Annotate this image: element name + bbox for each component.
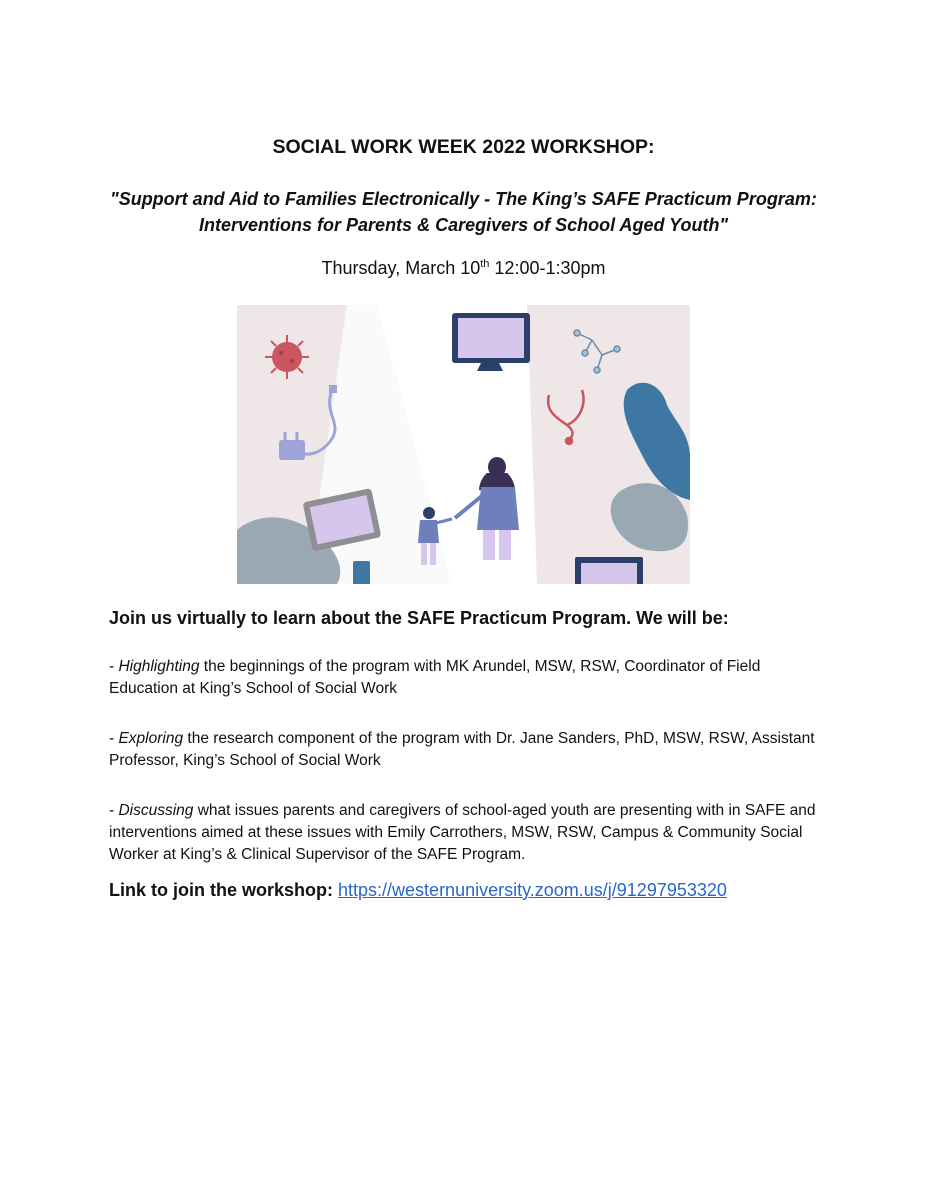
- laptop-icon: [575, 557, 643, 584]
- agenda-text: the beginnings of the program with MK Arundel, MSW, RSW, Coordinator of Field Education at King’s School of Social Work: [109, 658, 761, 697]
- event-datetime: [0, 258, 927, 279]
- agenda-text: what issues parents and caregivers of school-aged youth are presenting with in SAFE and interventions aimed at these issues with Emily Carrothers, MSW, RSW, Campus & Community Social Worker at King’s & Clinical Supervisor of the SAFE Program.: [109, 802, 816, 863]
- agenda-verb: Exploring: [118, 730, 184, 747]
- agenda-verb: Highlighting: [118, 658, 200, 675]
- zoom-link[interactable]: https://westernuniversity.zoom.us/j/91297953320: [338, 880, 727, 900]
- virus-icon: [265, 335, 309, 379]
- illustration-parent-child-devices: [237, 305, 690, 584]
- event-time: 12:00-1:30pm: [489, 258, 606, 278]
- monitor-icon: [452, 313, 530, 371]
- phone-icon: [353, 561, 370, 584]
- agenda-list: [109, 656, 829, 894]
- bullet-prefix: -: [109, 802, 119, 819]
- date-ordinal-suffix: th: [480, 258, 490, 270]
- page-title: SOCIAL WORK WEEK 2022 WORKSHOP:: [272, 136, 655, 158]
- agenda-text: the research component of the program with Dr. Jane Sanders, PhD, MSW, RSW, Assistant Professor, King’s School of Social Work: [109, 730, 815, 769]
- bullet-prefix: -: [109, 658, 119, 675]
- link-label: Link to join the workshop:: [109, 880, 333, 900]
- workshop-link-line: [109, 880, 869, 901]
- agenda-item-exploring: [109, 728, 829, 772]
- agenda-item-discussing: [109, 800, 829, 866]
- agenda-item-highlighting: [109, 656, 829, 700]
- agenda-verb: Discussing: [118, 802, 194, 819]
- workshop-subtitle: "Support and Aid to Families Electronically - The King’s SAFE Practicum Program: Interventions for Parents & Caregivers of School Aged Youth": [110, 189, 817, 235]
- bullet-prefix: -: [109, 730, 119, 747]
- event-date: Thursday, March 10: [321, 258, 481, 278]
- join-heading: Join us virtually to learn about the SAFE Practicum Program. We will be:: [109, 608, 729, 628]
